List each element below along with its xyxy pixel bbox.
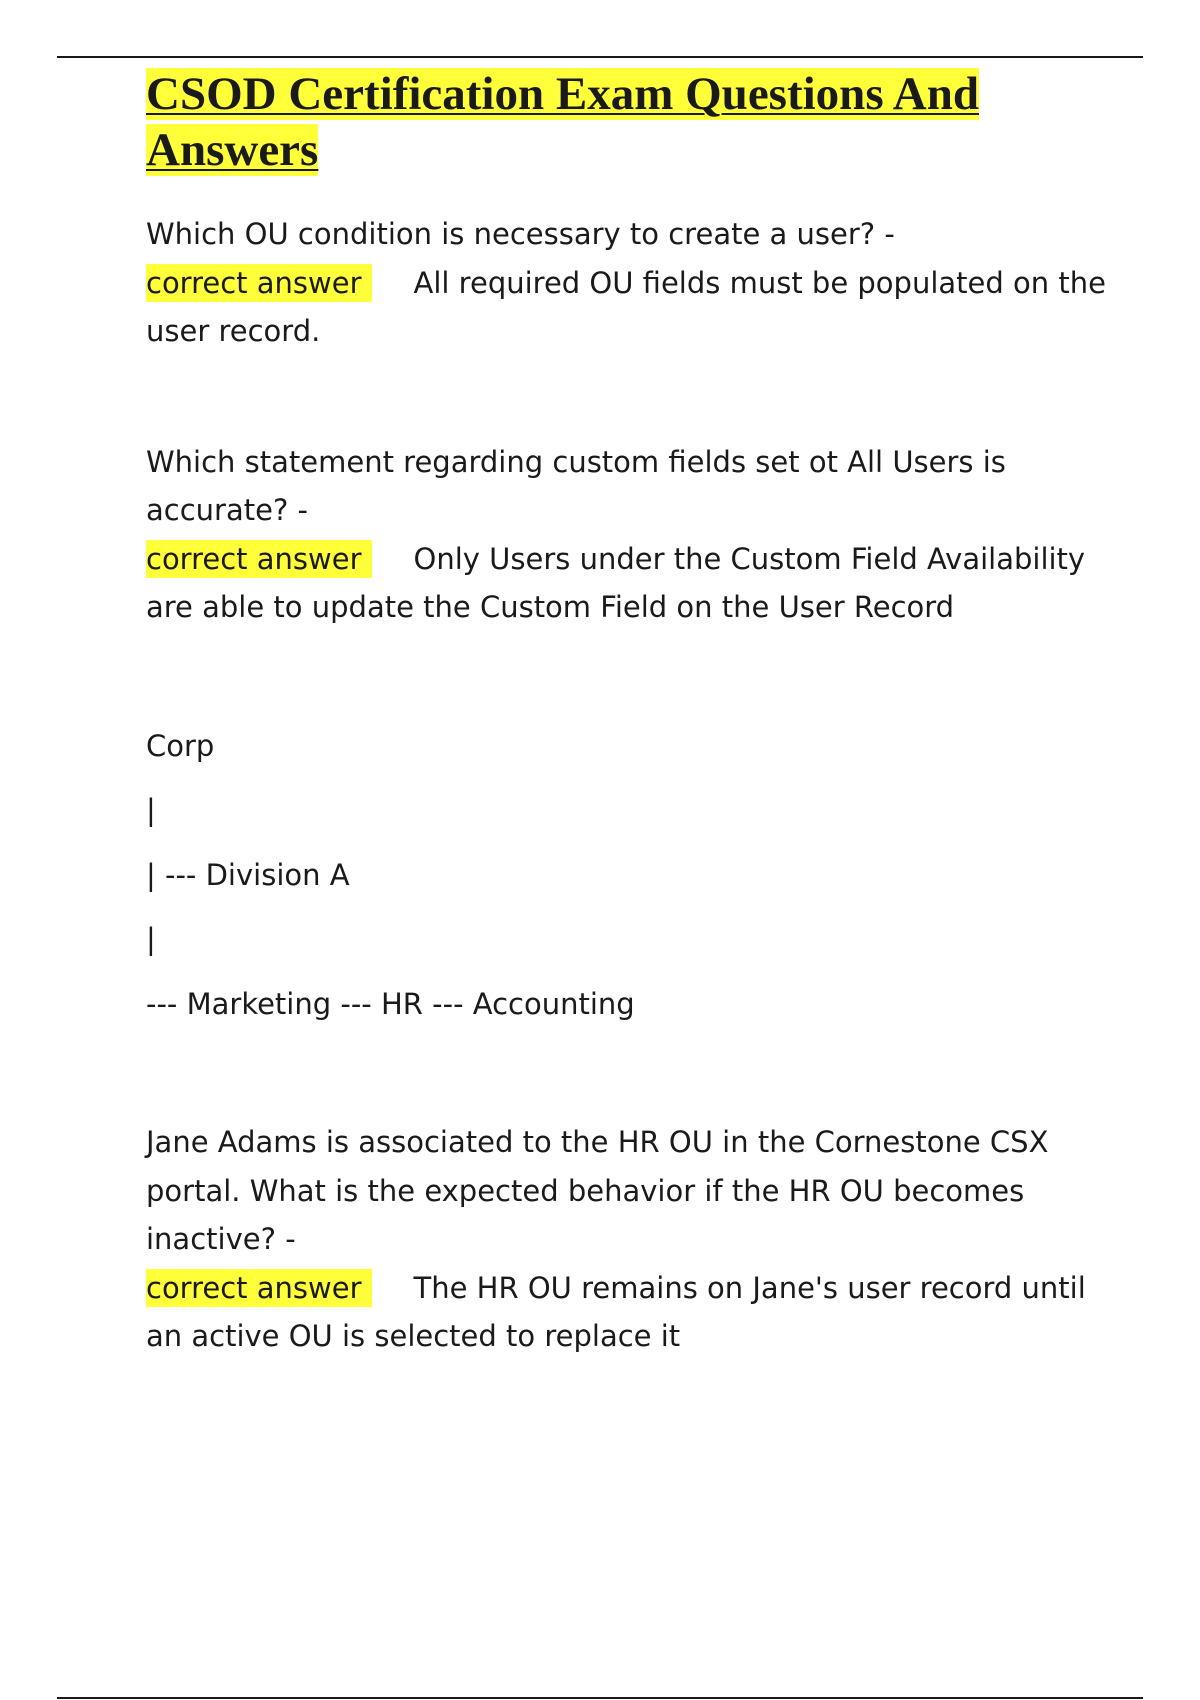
answer-line	[146, 259, 1106, 356]
qa-item-1	[146, 210, 1106, 356]
ou-hierarchy	[146, 714, 1106, 1037]
document-body	[146, 66, 1106, 1361]
question-text: Jane Adams is associated to the HR OU in the Cornestone CSX portal. What is the expected behavior if the HR OU becomes inactive? -	[146, 1125, 1049, 1256]
answer-label: correct answer	[146, 1269, 372, 1307]
tree-line-division: | --- Division A	[146, 857, 350, 892]
qa-item-3	[146, 1118, 1106, 1361]
document-title	[146, 66, 1106, 178]
answer-text: The HR OU remains on Jane's user record until an active OU is selected to replace it	[146, 1270, 1086, 1353]
qa-item-2	[146, 438, 1106, 632]
answer-text: All required OU fields must be populated on the user record.	[146, 265, 1106, 348]
tree-line-connector: |	[146, 793, 156, 827]
answer-label: correct answer	[146, 540, 372, 578]
tree-line-connector: |	[146, 922, 156, 956]
bottom-rule	[57, 1697, 1143, 1699]
answer-text: Only Users under the Custom Field Availability are able to update the Custom Field on the User Record	[146, 541, 1086, 624]
question-text: Which OU condition is necessary to create a user? -	[146, 217, 895, 251]
tree-line-departments: --- Marketing --- HR --- Accounting	[146, 986, 635, 1021]
answer-line	[146, 535, 1106, 632]
title-text: CSOD Certification Exam Questions And Answers	[146, 68, 979, 176]
top-rule	[57, 56, 1143, 58]
question-text: Which statement regarding custom fields set ot All Users is accurate? -	[146, 444, 1006, 527]
tree-line-corp: Corp	[146, 728, 215, 763]
answer-line	[146, 1264, 1106, 1361]
answer-label: correct answer	[146, 264, 372, 302]
